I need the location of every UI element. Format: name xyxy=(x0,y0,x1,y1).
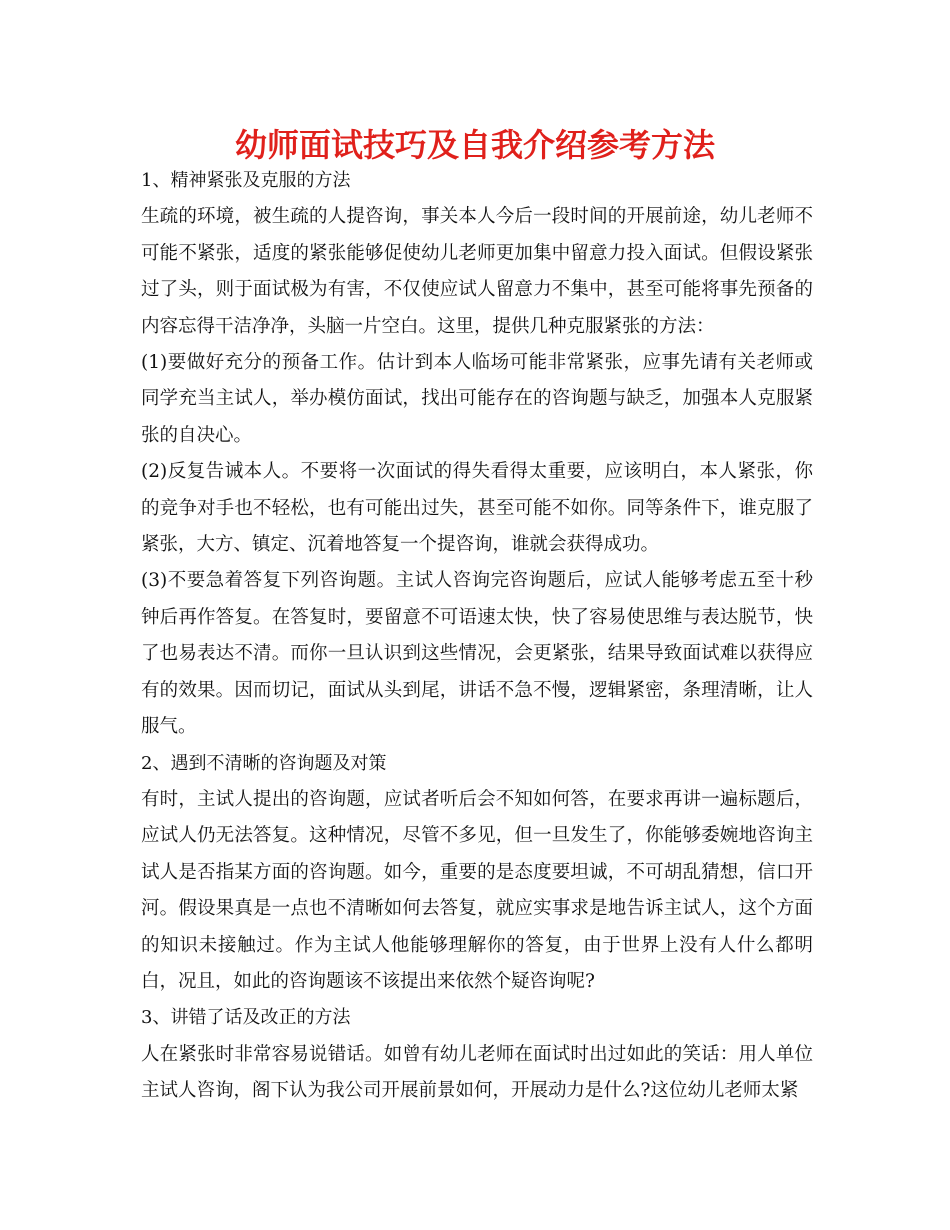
paragraph-1: 生疏的环境，被生疏的人提咨询，事关本人今后一段时间的开展前途，幼儿老师不可能不紧张，适度的紧张能够促使幼儿老师更加集中留意力投入面试。但假设紧张过了头，则于面试极为有害，不仅使应试人留意力不集中，甚至可能将事先预备的内容忘得干洁净净，头脑一片空白。这里，提供几种克服紧张的方法： xyxy=(141,206,813,337)
section-heading-2: 2、遇到不清晰的咨询题及对策 xyxy=(141,752,387,774)
section-heading-3: 3、讲错了话及改正的方法 xyxy=(141,1007,351,1029)
document-body xyxy=(141,163,813,1110)
section-heading-1: 1、精神紧张及克服的方法 xyxy=(141,170,351,191)
paragraph-4: (3)不要急着答复下列咨询题。主试人咨询完咨询题后，应试人能够考虑五至十秒钟后再作答复。在答复时，要留意不可语速太快，快了容易使思维与表达脱节，快了也易表达不清。而你一旦认识到这些情况，会更紧张，结果导致面试难以获得应有的效果。因而切记，面试从头到尾，讲话不急不慢，逻辑紧密，条理清晰，让人服气。 xyxy=(141,570,813,738)
paragraph-3: (2)反复告诫本人。不要将一次面试的得失看得太重要，应该明白，本人紧张，你的竞争对手也不轻松，也有可能出过失，甚至可能不如你。同等条件下，谁克服了紧张，大方、镇定、沉着地答复一个提咨询，谁就会获得成功。 xyxy=(141,461,813,556)
paragraph-6: 人在紧张时非常容易说错话。如曾有幼儿老师在面试时出过如此的笑话：用人单位主试人咨询，阁下认为我公司开展前景如何，开展动力是什么?这位幼儿老师太紧 xyxy=(141,1043,813,1102)
document-title: 幼师面试技巧及自我介绍参考方法 xyxy=(234,126,715,164)
paragraph-5: 有时，主试人提出的咨询题，应试者听后会不知如何答，在要求再讲一遍标题后，应试人仍无法答复。这种情况，尽管不多见，但一旦发生了，你能够委婉地咨询主试人是否指某方面的咨询题。如今，重要的是态度要坦诚，不可胡乱猜想，信口开河。假设果真是一点也不清晰如何去答复，就应实事求是地告诉主试人，这个方面的知识未接触过。作为主试人他能够理解你的答复，由于世界上没有人什么都明白，况且，如此的咨询题该不该提出来依然个疑咨询呢? xyxy=(141,788,813,992)
paragraph-2: (1)要做好充分的预备工作。估计到本人临场可能非常紧张，应事先请有关老师或同学充当主试人，举办模仿面试，找出可能存在的咨询题与缺乏，加强本人克服紧张的自决心。 xyxy=(141,352,813,446)
